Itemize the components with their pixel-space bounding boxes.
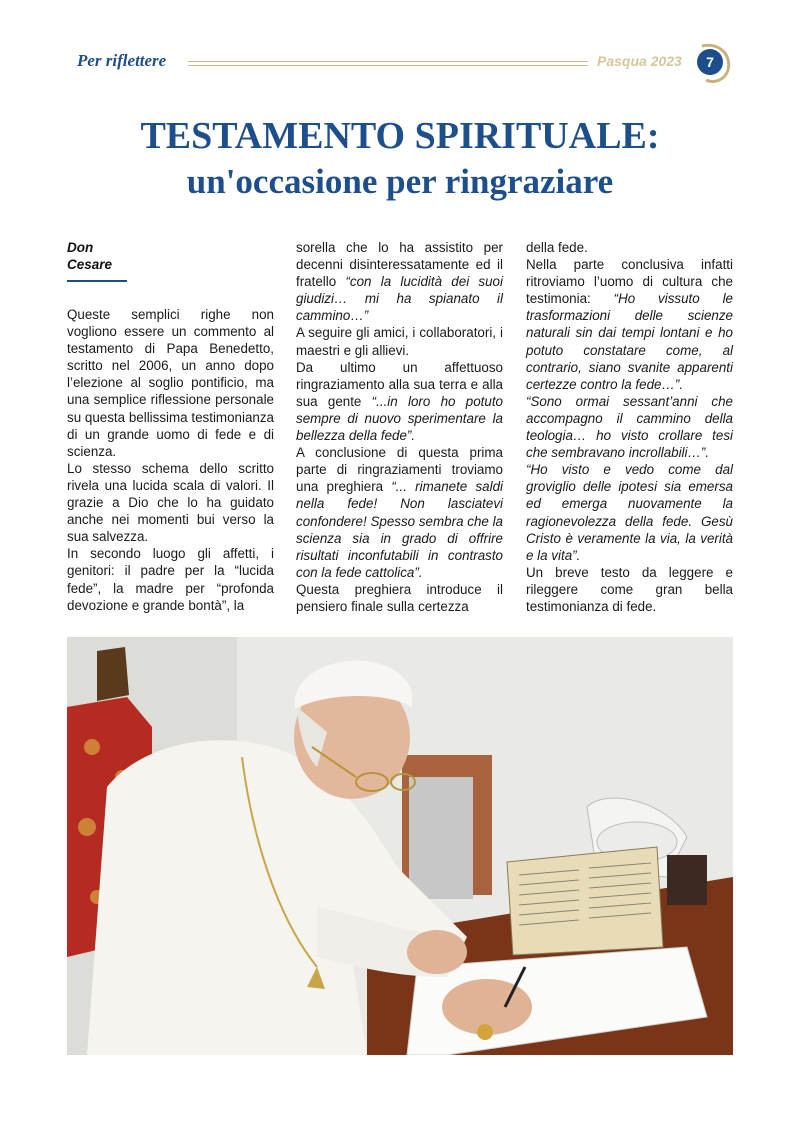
paragraph: Un breve testo da leggere e rileggere come gran bella testimonianza di fede. <box>526 564 733 614</box>
paragraph <box>526 461 733 564</box>
page-header <box>0 0 800 100</box>
article-title: TESTAMENTO SPIRITUALE: <box>140 115 660 157</box>
text-run: sorella che lo ha assistito per decenni disinteressatamente ed il fratello <box>296 240 503 290</box>
issue-label: Pasqua 2023 <box>597 53 682 69</box>
paragraph <box>526 393 733 461</box>
quote: “Ho vissuto le trasformazioni delle scienze naturali sin dai tempi lontani e ho potuto constatare come, al contrario, siano svanite apparenti certezze contro la fede…”. <box>526 291 733 392</box>
paragraph: Lo stesso schema dello scritto rivela una lucida scala di valori. Il grazie a Dio che lo ha guidato anche nei momenti bui verso la sua salvezza. <box>67 460 274 545</box>
pope-writing-illustration <box>67 637 733 1055</box>
header-rule-top <box>188 61 588 62</box>
paragraph <box>296 444 503 581</box>
paragraph: Queste semplici righe non vogliono essere un commento al testamento di Papa Benedetto, scritto nel 2006, un anno dopo l’elezione al soglio pontificio, ma una semplice riflessione personale su questa bellissima testimonianza di un grande uomo di fede e di scienza. <box>67 307 274 459</box>
paragraph <box>296 239 503 324</box>
text-run: Nella parte conclusiva infatti ritroviamo l’uomo di cultura che testimonia: <box>526 257 733 307</box>
paragraph: Questa preghiera introduce il pensiero finale sulla certezza <box>296 581 503 614</box>
author-underline <box>67 280 127 282</box>
text-run: A conclusione di questa prima parte di ringraziamenti troviamo una preghiera <box>296 445 503 495</box>
author-line-1: Don <box>67 240 94 255</box>
text-column-2 <box>296 239 503 615</box>
quote: “con la lucidità dei suoi giudizi… mi ha spianato il cammino…” <box>296 274 503 324</box>
author-byline <box>67 239 112 273</box>
quote: “Sono ormai sessant’anni che accompagno il cammino della teologia… ho visto crollare tesi che sembravano incrollabili…”. <box>526 393 733 461</box>
quote: “...in loro ho potuto sempre di nuovo sperimentare la bellezza della fede”. <box>296 393 504 444</box>
article-subtitle: un'occasione per ringraziare <box>186 162 614 201</box>
text-column-3 <box>526 239 733 615</box>
quote: “Ho visto e vedo come dal groviglio delle ipotesi sia emersa ed emerga nuovamente la ragionevolezza della fede. Gesù Cristo è veramente la via, la verità e la vita”. <box>526 462 733 563</box>
header-rule-bottom <box>188 65 588 66</box>
paragraph <box>526 256 733 393</box>
text-column-1 <box>67 306 274 614</box>
paragraph: A seguire gli amici, i collaboratori, i maestri e gli allievi. <box>296 325 503 358</box>
article-photo <box>67 637 733 1055</box>
paragraph: della fede. <box>526 240 588 255</box>
page-number: 7 <box>697 49 723 75</box>
author-line-2: Cesare <box>67 257 113 273</box>
paragraph: In secondo luogo gli affetti, i genitori: il padre per la “lucida fede”, la madre per “profonda devozione e grande bontà”, la <box>67 546 274 613</box>
paragraph <box>296 359 503 444</box>
text-run: Da ultimo un affettuoso ringraziamento alla sua terra e alla sua gente <box>296 359 503 409</box>
section-name: Per riflettere <box>77 51 167 70</box>
quote: “... rimanete saldi nella fede! Non lasciatevi confondere! Spesso sembra che la scienza sia in grado di offrire risultati inconfutabili in contrasto con la fede cattolica”. <box>296 479 503 580</box>
